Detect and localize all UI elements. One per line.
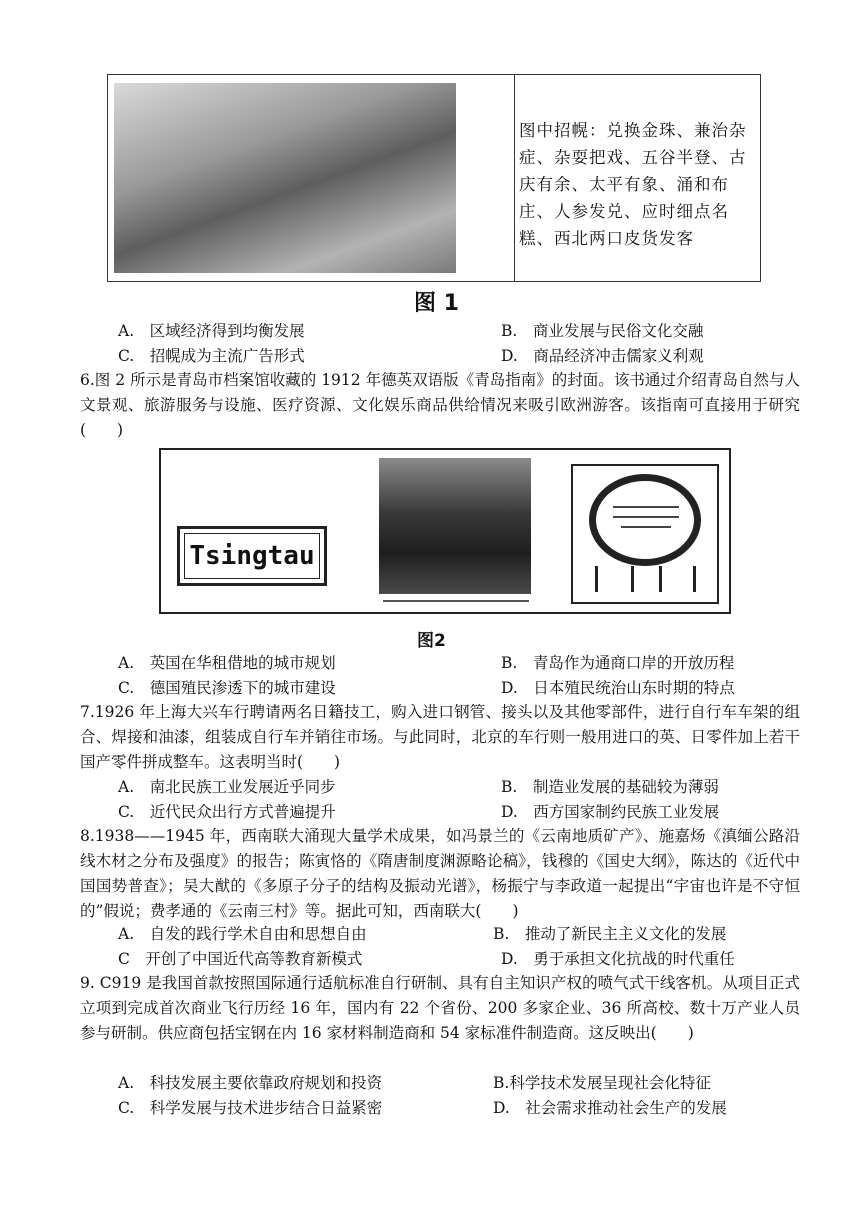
question-9-stem: 9. C919 是我国首款按照国际通行适航标准自行研制、具有自主知识产权的喷气式干线客机。从项目正式立项到完成首次商业飞行历经 16 年，国内有 22 个省份、200 多家企业、36 所高校、数十万产业人员参与研制。供应商包括宝钢在内 16 家材料制造商和 54 家标准件制造商。这反映出( )	[80, 974, 800, 1042]
q7-option-c[interactable]: C. 近代民众出行方式普遍提升	[118, 803, 336, 821]
q6-options-row-2	[118, 676, 758, 700]
q5-option-b[interactable]: B. 商业发展与民俗文化交融	[501, 322, 704, 340]
q5-option-a[interactable]: A. 区域经济得到均衡发展	[118, 322, 305, 340]
q8-option-b[interactable]: B. 推动了新民主主义文化的发展	[493, 925, 727, 943]
emblem-post	[659, 566, 662, 592]
street-scene-painting	[114, 83, 456, 273]
q5-options-row-2	[118, 344, 758, 368]
q9-option-c[interactable]: C. 科学发展与技术进步结合日益紧密	[118, 1099, 383, 1117]
q8-option-c[interactable]: C 开创了中国近代高等教育新模式	[118, 950, 363, 968]
q6-option-d[interactable]: D. 日本殖民统治山东时期的特点	[501, 679, 735, 697]
q9-option-a[interactable]: A. 科技发展主要依靠政府规划和投资	[118, 1074, 383, 1092]
emblem-text-line	[621, 526, 671, 528]
emblem-text-line	[613, 506, 679, 508]
emblem-post	[631, 566, 634, 592]
landscape-photo	[379, 458, 531, 594]
q8-options-row-1	[118, 922, 758, 946]
emblem-text-line	[613, 516, 679, 518]
q6-options-row-1	[118, 651, 758, 675]
figure-1-image-cell	[108, 75, 515, 281]
question-8-stem: 8.1938——1945 年，西南联大涌现大量学术成果，如冯景兰的《云南地质矿产》、施嘉炀《滇缅公路沿线木材之分布及强度》的报告；陈寅恪的《隋唐制度渊源略论稿》，钱穆的《国史大纲》，陈达的《近代中国国势普查》；吴大猷的《多原子分子的结构及振动光谱》，杨振宁与李政道一起提出“宇宙也许是不守恒的”假说；费孝通的《云南三村》等。据此可知，西南联大( )	[80, 827, 800, 920]
tsingtau-sign: Tsingtau	[177, 526, 327, 586]
q9-option-d[interactable]: D. 社会需求推动社会生产的发展	[493, 1099, 727, 1117]
q5-options-row-1	[118, 319, 758, 343]
q8-option-d[interactable]: D. 勇于承担文化抗战的时代重任	[501, 950, 735, 968]
figure-1-caption: 图中招幌：兑换金珠、兼治杂症、杂耍把戏、五谷半登、古庆有余、太平有象、涌和布庄、人参发兑、应时细点名糕、西北两口皮货发客	[519, 121, 747, 248]
emblem-post	[693, 566, 696, 592]
q6-option-a[interactable]: A. 英国在华租借地的城市规划	[118, 654, 336, 672]
question-7-stem: 7.1926 年上海大兴车行聘请两名日籍技工，购入进口钢管、接头以及其他零部件，进行自行车车架的组合、焊接和油漆，组装成自行车并销往市场。与此同时，北京的车行则一般用进口的英、日零件加上若干国产零件拼成整车。这表明当时( )	[80, 703, 800, 771]
question-6-stem: 6.图 2 所示是青岛市档案馆收藏的 1912 年德英双语版《青岛指南》的封面。该书通过介绍青岛自然与人文景观、旅游服务与设施、医疗资源、文化娱乐商品供给情况来吸引欧洲游客。该指南可直接用于研究( )	[80, 371, 800, 439]
q9-options-row-2	[118, 1096, 758, 1120]
q7-option-d[interactable]: D. 西方国家制约民族工业发展	[501, 803, 720, 821]
q5-option-d[interactable]: D. 商品经济冲击儒家义利观	[501, 347, 704, 365]
wreath-ring	[589, 474, 701, 566]
figure-2-label: 图2	[417, 631, 446, 651]
q7-options-row-2	[118, 800, 758, 824]
photo-caption-line	[383, 600, 529, 602]
figure-1-label: 图 1	[414, 291, 459, 316]
q8-option-a[interactable]: A. 自发的践行学术自由和思想自由	[118, 925, 367, 943]
emblem-post	[595, 566, 598, 592]
q5-option-c[interactable]: C. 招幌成为主流广告形式	[118, 347, 305, 365]
figure-2-cover-images	[159, 448, 731, 614]
q6-option-b[interactable]: B. 青岛作为通商口岸的开放历程	[501, 654, 735, 672]
figure-1-table	[107, 74, 761, 282]
q7-option-a[interactable]: A. 南北民族工业发展近乎同步	[118, 778, 336, 796]
q9-options-row-1	[118, 1071, 758, 1095]
q9-option-b[interactable]: B.科学技术发展呈现社会化特征	[493, 1074, 711, 1092]
emblem-panel	[571, 464, 719, 604]
q6-option-c[interactable]: C. 德国殖民渗透下的城市建设	[118, 679, 336, 697]
q8-options-row-2	[118, 947, 758, 971]
q7-options-row-1	[118, 775, 758, 799]
q7-option-b[interactable]: B. 制造业发展的基础较为薄弱	[501, 778, 719, 796]
